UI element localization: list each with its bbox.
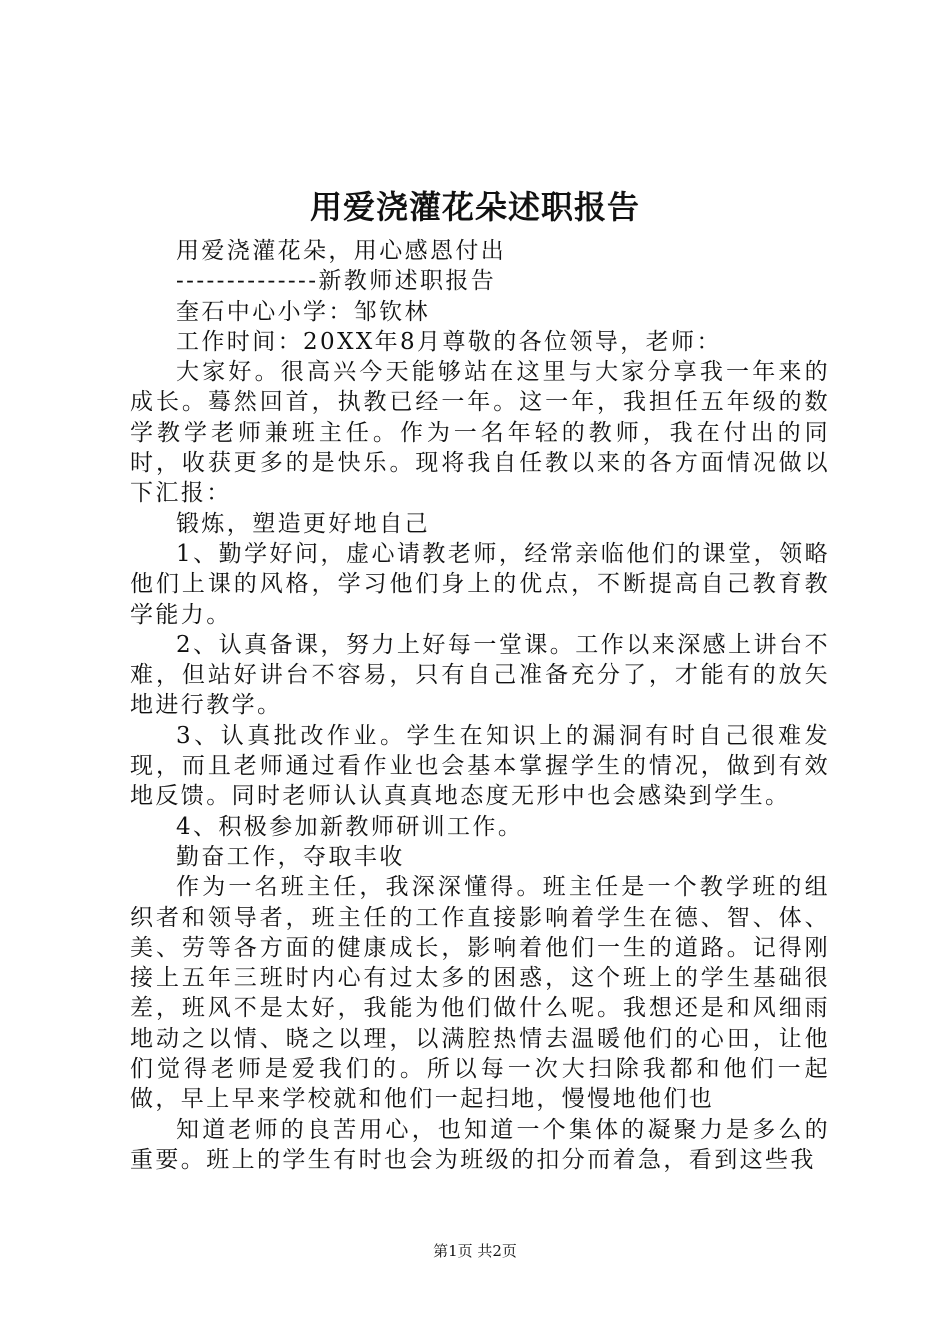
document-title: 用爱浇灌花朵述职报告: [309, 188, 640, 226]
paragraph-subtitle: 用爱浇灌花朵，用心感恩付出: [176, 238, 507, 264]
section-heading-training: 锻炼，塑造更好地自己: [176, 510, 430, 537]
section-heading-hard-work: 勤奋工作，夺取丰收: [176, 843, 405, 870]
paragraph-work-time-greeting: 工作时间：20XX年8月尊敬的各位领导，老师：: [176, 328, 722, 355]
page-number-footer: 第1页 共2页: [433, 1242, 517, 1260]
paragraph-item-1: 1、勤学好问，虚心请教老师，经常亲临他们的课堂，领略他们上课的风格，学习他们身上的优点，不断提高自己教育教学能力。: [130, 540, 830, 628]
paragraph-introduction: 大家好。很高兴今天能够站在这里与大家分享我一年来的成长。蓦然回首，执教已经一年。这一年，我担任五年级的数学教学老师兼班主任。作为一名年轻的教师，我在付出的同时，收获更多的是快乐。现将我自任教以来的各方面情况做以下汇报：: [130, 359, 830, 507]
paragraph-class-unity: 知道老师的良苦用心，也知道一个集体的凝聚力是多么的重要。班上的学生有时也会为班级的扣分而着急，看到这些我: [130, 1116, 830, 1173]
paragraph-item-3: 3、认真批改作业。学生在知识上的漏洞有时自己很难发现，而且老师通过看作业也会基本掌握学生的情况，做到有效地反馈。同时老师认认真真地态度无形中也会感染到学生。: [130, 722, 830, 810]
paragraph-report-type: --------------新教师述职报告: [176, 268, 497, 295]
paragraph-item-2: 2、认真备课，努力上好每一堂课。工作以来深感上讲台不难，但站好讲台不容易，只有自己准备充分了，才能有的放矢地进行教学。: [130, 631, 830, 719]
document-body: [130, 236, 830, 1175]
paragraph-author: 奎石中心小学：邹钦林: [176, 298, 430, 325]
paragraph-item-4: 4、积极参加新教师研训工作。: [176, 813, 524, 840]
paragraph-class-teacher: 作为一名班主任，我深深懂得。班主任是一个教学班的组织者和领导者，班主任的工作直接影响着学生在德、智、体、美、劳等各方面的健康成长，影响着他们一生的道路。记得刚接上五年三班时内心有过太多的困惑，这个班上的学生基础很差，班风不是太好，我能为他们做什么呢。我想还是和风细雨地动之以情、晓之以理，以满腔热情去温暖他们的心田，让他们觉得老师是爱我们的。所以每一次大扫除我都和他们一起做，早上早来学校就和他们一起扫地，慢慢地他们也: [130, 874, 830, 1113]
